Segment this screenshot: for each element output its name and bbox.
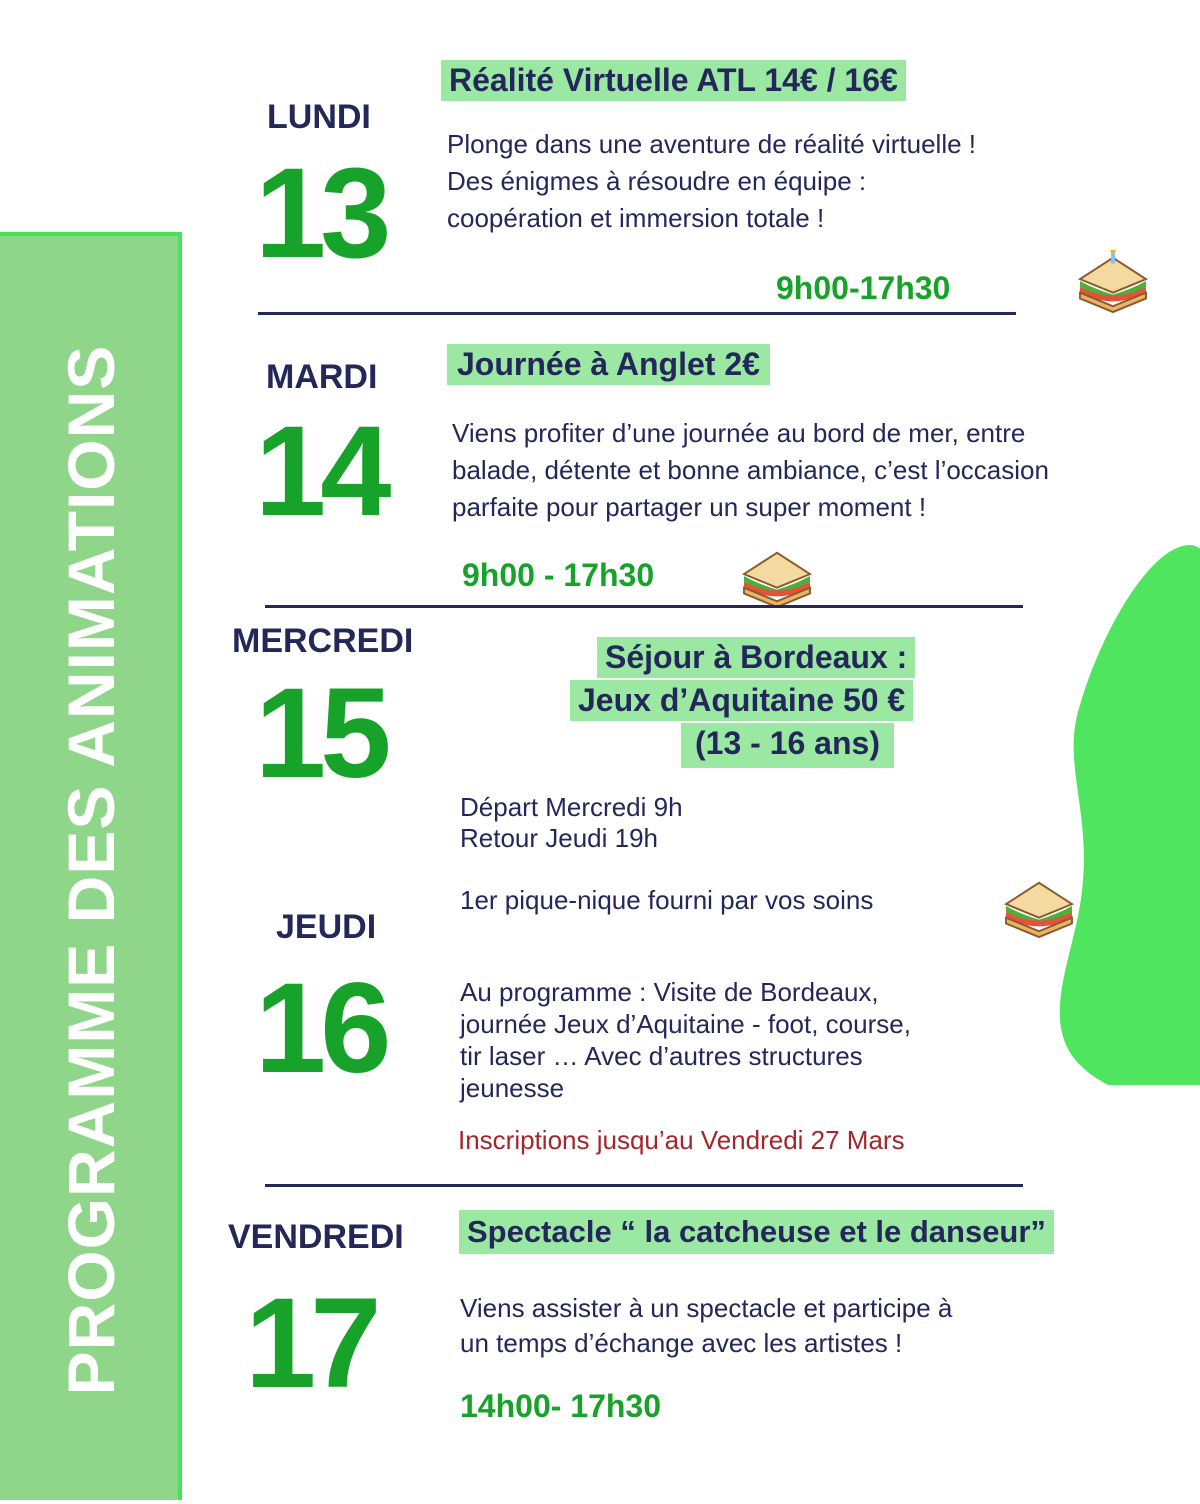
day-number-15: 15 [255,662,386,805]
time-range-tuesday: 9h00 - 17h30 [462,557,655,593]
divider [265,1184,1023,1187]
sidebar [0,232,182,1500]
day-label-tuesday: MARDI [266,358,378,396]
sandwich-icon [1000,875,1078,939]
trip-schedule: Départ Mercredi 9h Retour Jeudi 19h [460,792,683,854]
divider [265,605,1023,608]
day-number-14: 14 [255,400,386,543]
day-label-wednesday: MERCREDI [232,622,414,660]
day-label-thursday: JEUDI [276,908,377,946]
activity-description-spectacle: Viens assister à un spectacle et participe à un temps d’échange avec les artistes ! [460,1293,953,1359]
time-range-monday: 9h00-17h30 [776,270,951,306]
activity-title-bordeaux-age: (13 - 16 ans) [681,723,894,768]
day-label-friday: VENDREDI [228,1218,404,1256]
activity-title-anglet: Journée à Anglet 2€ [447,344,770,385]
activity-title-bordeaux-line2: Jeux d’Aquitaine 50 € [570,680,913,721]
day-number-16: 16 [255,957,386,1100]
day-label-monday: LUNDI [267,98,371,136]
activity-title-spectacle: Spectacle “ la catcheuse et le danseur” [459,1210,1054,1254]
picnic-note: 1er pique-nique fourni par vos soins [460,885,874,915]
activity-title-bordeaux-line1: Séjour à Bordeaux : [597,637,915,678]
activity-title-vr: Réalité Virtuelle ATL 14€ / 16€ [441,60,906,101]
green-blob-decoration [1040,545,1200,1085]
sandwich-cake-icon [1074,250,1152,314]
day-number-17: 17 [245,1272,376,1415]
registration-deadline: Inscriptions jusqu’au Vendredi 27 Mars [458,1125,905,1155]
time-range-friday: 14h00- 17h30 [460,1388,662,1424]
divider [258,312,1016,315]
activity-description-anglet: Viens profiter d’une journée au bord de mer, entre balade, détente et bonne ambiance, c’est l’occasion parfaite pour partager un super moment ! [452,418,1049,522]
activity-description-vr: Plonge dans une aventure de réalité virtuelle ! Des énigmes à résoudre en équipe : coopération et immersion totale ! [447,129,977,233]
sandwich-icon [738,545,816,609]
thursday-programme: Au programme : Visite de Bordeaux, journée Jeux d’Aquitaine - foot, course, tir laser … Avec d’autres structures jeunesse [460,977,911,1103]
sidebar-title: PROGRAMME DES ANIMATIONS [54,344,128,1396]
day-number-13: 13 [255,142,386,285]
